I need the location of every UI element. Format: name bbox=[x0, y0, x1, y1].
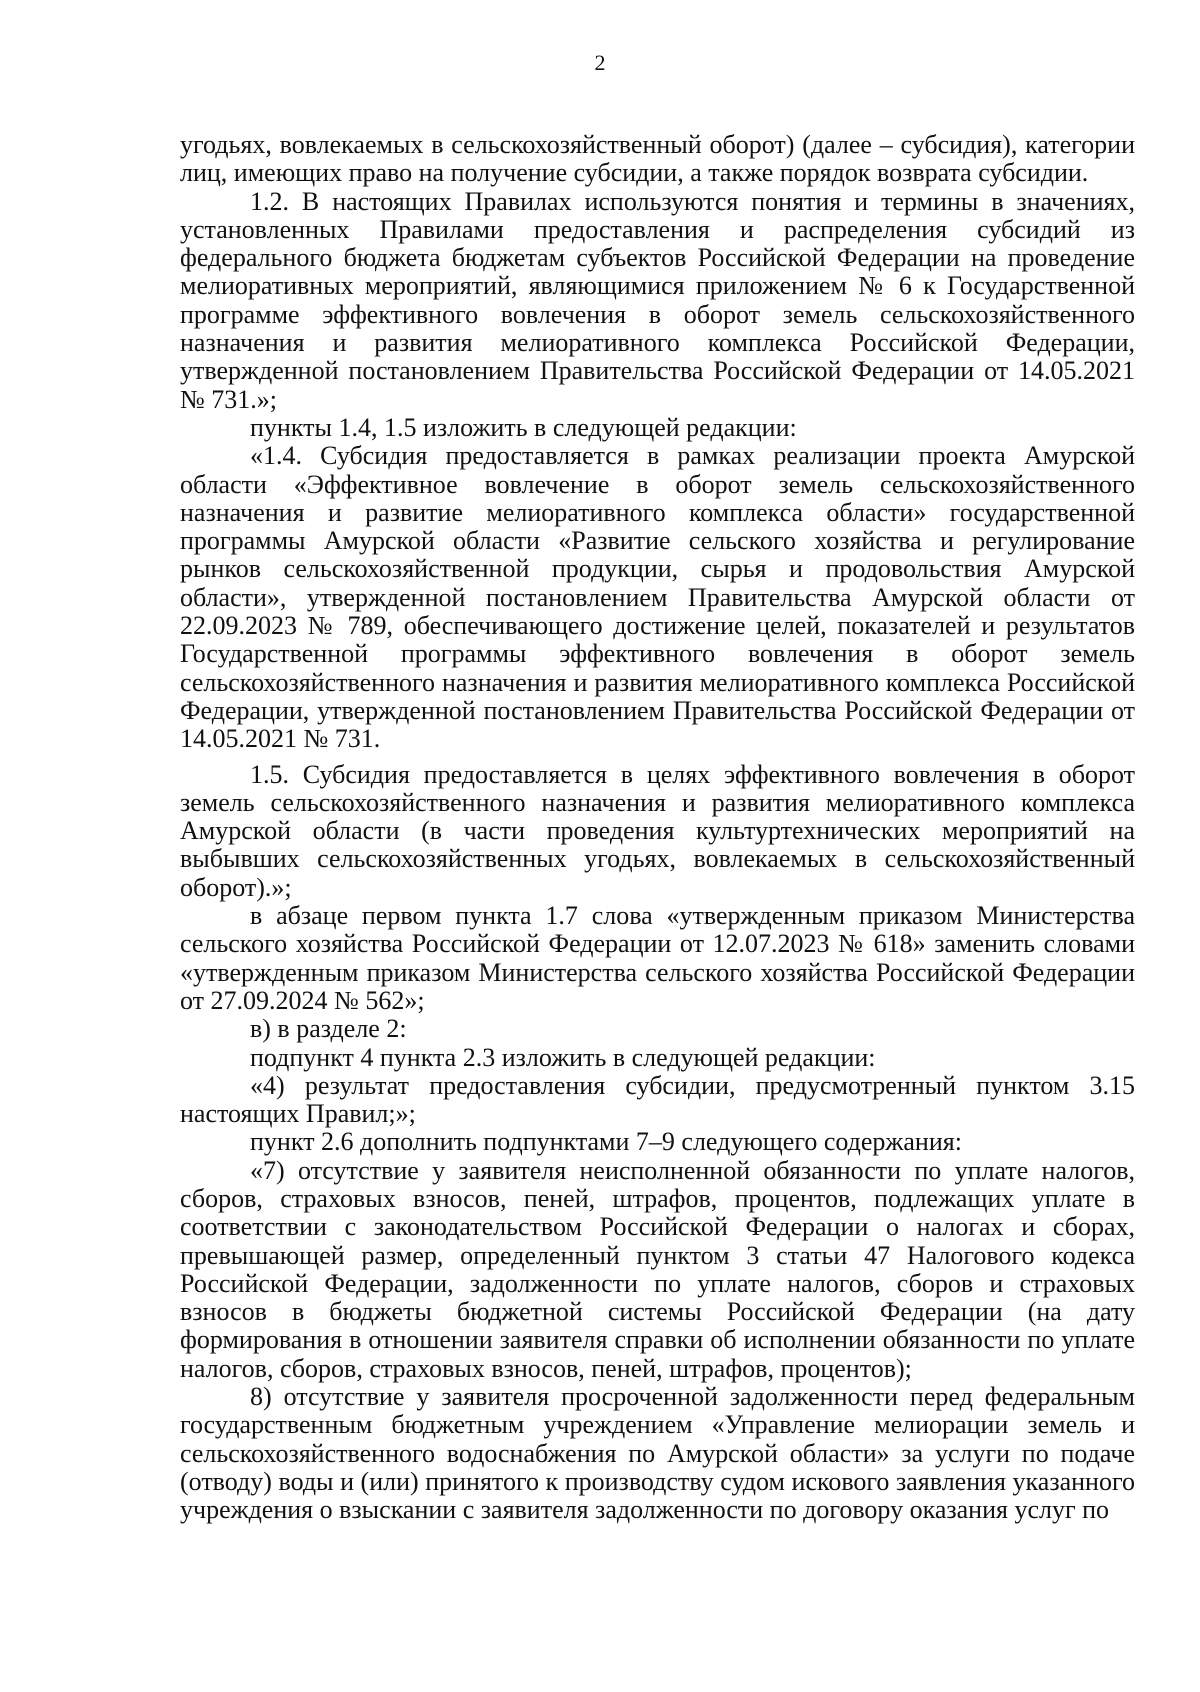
page-number: 2 bbox=[594, 50, 606, 75]
paragraph-item-7: «7) отсутствие у заявителя неисполненной обязанности по уплате налогов, сборов, страховых взносов, пеней, штрафов, процентов, подлежащих уплате в соответствии с законодательством Российской Федерации о налогах и сборах, превышающей размер, определенный пунктом 3 статьи 47 Налогового кодекса Российской Федерации, задолженности по уплате налогов, сборов и страховых взносов в бюджеты бюджетной системы Российской Федерации (на дату формирования в отношении заявителя справки об исполнении обязанности по уплате налогов, сборов, страховых взносов, пеней, штрафов, процентов); bbox=[180, 1155, 1135, 1383]
paragraph-continuation: угодьях, вовлекаемых в сельскохозяйственный оборот) (далее – субсидия), категории лиц, имеющих право на получение субсидии, а также порядок возврата субсидии. bbox=[180, 130, 1135, 188]
paragraph-1-2: 1.2. В настоящих Правилах используются понятия и термины в значениях, установленных Правилами предоставления и распределения субсидий из федерального бюджета бюджетам субъектов Российской Федерации на проведение мелиоративных мероприятий, являющимися приложением № 6 к Государственной программе эффективного вовлечения в оборот земель сельскохозяйственного назначения и развития мелиоративного комплекса Российской Федерации, утвержденной постановлением Правительства Российской Федерации от 14.05.2021 № 731.»; bbox=[180, 186, 1135, 414]
paragraph-amend-2-3: подпункт 4 пункта 2.3 изложить в следующей редакции: bbox=[250, 1042, 876, 1072]
paragraph-amend-2-6: пункт 2.6 дополнить подпунктами 7–9 следующего содержания: bbox=[250, 1127, 962, 1157]
paragraph-item-4: «4) результат предоставления субсидии, предусмотренный пунктом 3.15 настоящих Правил;»; bbox=[180, 1070, 1135, 1129]
paragraph-1-4: «1.4. Субсидия предоставляется в рамках реализации проекта Амурской области «Эффективное вовлечение в оборот земель сельскохозяйственного назначения и развитие мелиоративного комплекса области» государственной программы Амурской области «Развитие сельского хозяйства и регулирование рынков сельскохозяйственной продукции, сырья и продовольствия Амурской области», утвержденной постановлением Правительства Амурской области от 22.09.2023 № 789, обеспечивающего достижение целей, показателей и результатов Государственной программы эффективного вовлечения в оборот земель сельскохозяйственного назначения и развития мелиоративного комплекса Российской Федерации, утвержденной постановлением Правительства Российской Федерации от 14.05.2021 № 731. bbox=[180, 441, 1135, 754]
paragraph-amend-1-4-1-5: пункты 1.4, 1.5 изложить в следующей редакции: bbox=[250, 412, 797, 442]
paragraph-section-2: в) в разделе 2: bbox=[250, 1014, 407, 1044]
paragraph-item-8: 8) отсутствие у заявителя просроченной задолженности перед федеральным государственным бюджетным учреждением «Управление мелиорации земель и сельскохозяйственного водоснабжения по Амурской области» за услуги по подаче (отводу) воды и (или) принятого к производству судом искового заявления указанного учреждения о взыскании с заявителя задолженности по договору оказания услуг по bbox=[180, 1382, 1135, 1525]
document-body bbox=[180, 131, 1135, 1525]
paragraph-1-5: 1.5. Субсидия предоставляется в целях эффективного вовлечения в оборот земель сельскохозяйственного назначения и развития мелиоративного комплекса Амурской области (в части проведения культуртехнических мероприятий на выбывших сельскохозяйственных угодьях, вовлекаемых в сельскохозяйственный оборот).»; bbox=[180, 759, 1135, 902]
paragraph-amend-1-7: в абзаце первом пункта 1.7 слова «утвержденным приказом Министерства сельского хозяйства Российской Федерации от 12.07.2023 № 618» заменить словами «утвержденным приказом Министерства сельского хозяйства Российской Федерации от 27.09.2024 № 562»; bbox=[180, 901, 1135, 1015]
